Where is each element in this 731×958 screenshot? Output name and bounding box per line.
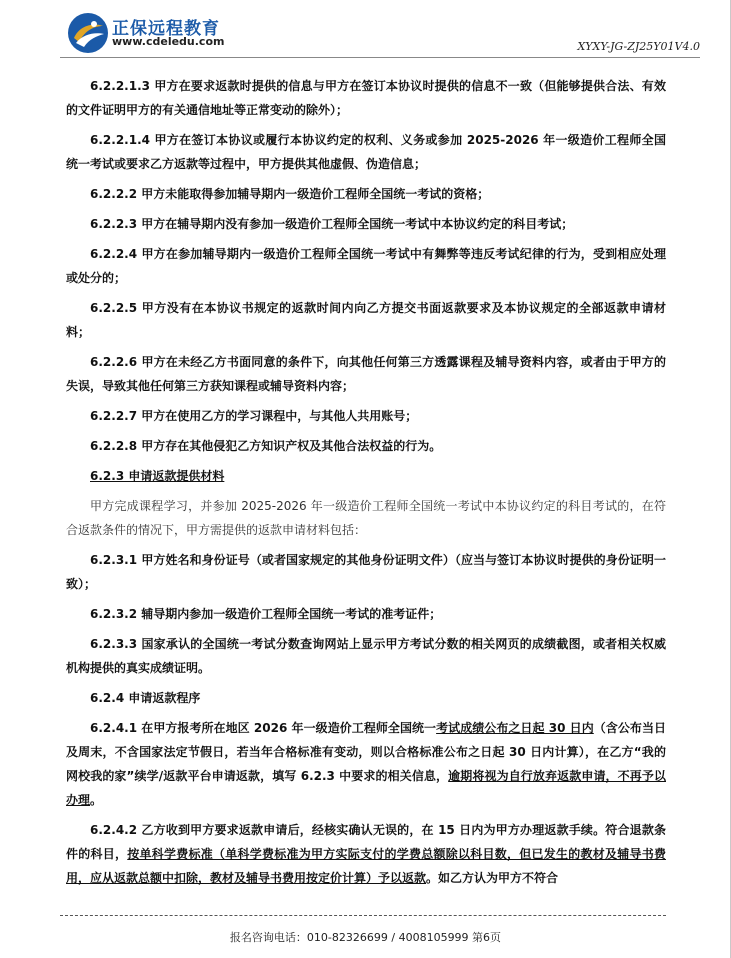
clause-6-2-4-2-part2: 。如乙方认为甲方不符合 xyxy=(426,871,559,885)
document-code: XYXY-JG-ZJ25Y01V4.0 xyxy=(577,40,700,53)
clause-6-2-3-1: 6.2.3.1 甲方姓名和身份证号（或者国家规定的其他身份证明文件）（应当与签订本协议时提供的身份证明一致）； xyxy=(66,553,666,591)
clause-6-2-2-1-4: 6.2.2.1.4 甲方在签订本协议或履行本协议约定的权利、义务或参加 2025-2026 年一级造价工程师全国统一考试或要求乙方返款等过程中，甲方提供其他虚假、伪造信息； xyxy=(66,133,666,171)
clause-6-2-2-7: 6.2.2.7 甲方在使用乙方的学习课程中，与其他人共用账号； xyxy=(90,409,418,423)
clause-6-2-3-2: 6.2.3.2 辅导期内参加一级造价工程师全国统一考试的准考证件； xyxy=(90,607,442,621)
section-heading-6-2-4: 6.2.4 申请返款程序 xyxy=(90,691,201,705)
page-header xyxy=(60,10,700,62)
document-body xyxy=(66,74,666,896)
clause-6-2-4-1-part3: 。 xyxy=(90,793,103,807)
clause-6-2-2-1-3: 6.2.2.1.3 甲方在要求返款时提供的信息与甲方在签订本协议时提供的信息不一致（但能够提供合法、有效的文件证明甲方的有关通信地址等正常变动的除外）； xyxy=(66,79,666,117)
brand-name: 正保远程教育 xyxy=(112,19,220,39)
header-divider xyxy=(60,57,700,58)
section-6-2-3-intro: 甲方完成课程学习，并参加 2025-2026 年一级造价工程师全国统一考试中本协议约定的科目考试的，在符合返款条件的情况下，甲方需提供的返款申请材料包括： xyxy=(66,499,666,537)
clause-6-2-2-2: 6.2.2.2 甲方未能取得参加辅导期内一级造价工程师全国统一考试的资格； xyxy=(90,187,490,201)
brand-url: www.cdeledu.com xyxy=(112,35,225,48)
clause-6-2-2-3: 6.2.2.3 甲方在辅导期内没有参加一级造价工程师全国统一考试中本协议约定的科目考试； xyxy=(90,217,574,231)
page-footer: 报名咨询电话：010-82326699 / 4008105999 第6页 xyxy=(229,931,502,944)
clause-6-2-3-3: 6.2.3.3 国家承认的全国统一考试分数查询网站上显示甲方考试分数的相关网页的成绩截图，或者相关权威机构提供的真实成绩证明。 xyxy=(66,637,666,675)
section-heading-6-2-3 xyxy=(66,464,666,488)
brand-logo-icon xyxy=(67,12,109,54)
clause-6-2-4-1 xyxy=(66,716,666,812)
footer-divider xyxy=(60,915,666,916)
clause-6-2-2-6: 6.2.2.6 甲方在未经乙方书面同意的条件下，向其他任何第三方透露课程及辅导资料内容，或者由于甲方的失误，导致其他任何第三方获知课程或辅导资料内容； xyxy=(66,355,666,393)
clause-6-2-4-1-part2: （含公布当日及周末，不含国家法定节假日，若当年合格标准有变动，则以合格标准公布之日起 30 日内计算），在乙方“我的网校我的家”续学/返款平台申请返款，填写 6.2.3 中要求的相关信息， xyxy=(66,721,666,783)
clause-6-2-4-1-deadline: 考试成绩公布之日起 30 日内 xyxy=(436,721,594,735)
clause-6-2-4-2 xyxy=(66,818,666,890)
section-heading-6-2-3-text: 6.2.3 申请返款提供材料 xyxy=(90,469,225,483)
clause-6-2-4-2-refund-standard: 按单科学费标准（单科学费标准为甲方实际支付的学费总额除以科目数，但已发生的教材及辅导书费用，应从返款总额中扣除，教材及辅导书费用按定价计算）予以返款 xyxy=(66,847,666,885)
clause-6-2-4-1-forfeit: 逾期将视为自行放弃返款申请，不再予以办理 xyxy=(66,769,666,807)
clause-6-2-2-8: 6.2.2.8 甲方存在其他侵犯乙方知识产权及其他合法权益的行为。 xyxy=(90,439,442,453)
clause-6-2-4-1-part1: 6.2.4.1 在甲方报考所在地区 2026 年一级造价工程师全国统一 xyxy=(90,721,437,735)
clause-6-2-2-4: 6.2.2.4 甲方在参加辅导期内一级造价工程师全国统一考试中有舞弊等违反考试纪律的行为，受到相应处理或处分的； xyxy=(66,247,666,285)
clause-6-2-2-5: 6.2.2.5 甲方没有在本协议书规定的返款时间内向乙方提交书面返款要求及本协议规定的全部返款申请材料； xyxy=(66,301,666,339)
clause-6-2-4-2-part1: 6.2.4.2 乙方收到甲方要求返款申请后，经核实确认无误的，在 15 日内为甲方办理返款手续。符合退款条件的科目， xyxy=(66,823,666,861)
